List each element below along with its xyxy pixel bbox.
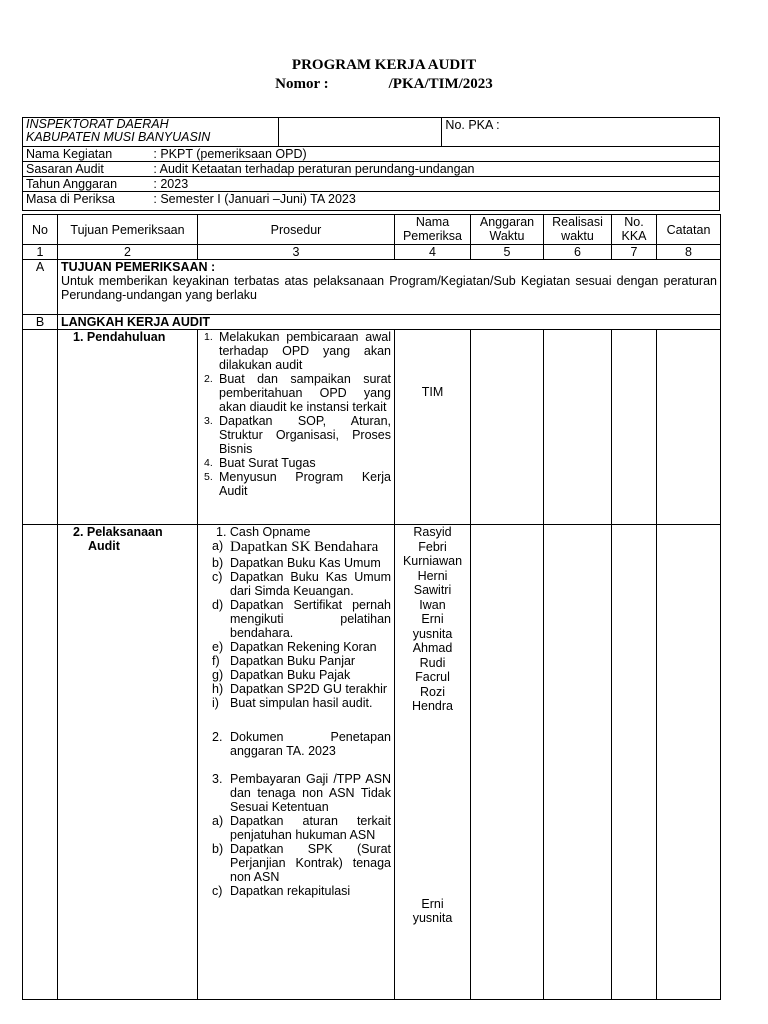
- document-title: PROGRAM KERJA AUDIT: [291, 57, 477, 73]
- field-label: Masa di Periksa: [23, 192, 151, 211]
- pelaksanaan-pemeriksa: [395, 525, 471, 1000]
- org-line-1: INSPEKTORAT DAERAH: [26, 117, 169, 131]
- pendahuluan-row: [23, 330, 721, 525]
- col-number: 7: [612, 245, 657, 260]
- field-value: : 2023: [150, 177, 719, 192]
- section-a-no: A: [23, 260, 58, 315]
- empty-cell: [657, 330, 721, 525]
- field-value: : Semester I (Januari –Juni) TA 2023: [150, 192, 719, 211]
- procedure-step: 2. Dokumen Penetapan anggaran TA. 2023: [212, 730, 391, 758]
- field-value: : PKPT (pemeriksaan OPD): [150, 147, 719, 162]
- nomor-label: Nomor :: [275, 76, 329, 92]
- nomor-value: /PKA/TIM/2023: [388, 76, 493, 92]
- empty-cell: [612, 330, 657, 525]
- pemeriksa-name: Iwan: [419, 597, 446, 612]
- field-label: Nama Kegiatan: [23, 147, 151, 162]
- header-table: [22, 117, 720, 211]
- procedure-substep: b) Dapatkan SPK (Surat Perjanjian Kontrak) tenaga non ASN: [212, 842, 391, 884]
- org-line-2: KABUPATEN MUSI BANYUASIN: [26, 130, 211, 144]
- field-label: Sasaran Audit: [23, 162, 151, 177]
- col-number: 4: [395, 245, 471, 260]
- no-pka-cell: No. PKA :: [442, 118, 720, 147]
- empty-cell: [544, 525, 612, 1000]
- procedure-substep: a) Dapatkan SK Bendahara: [212, 539, 379, 555]
- empty-cell: [657, 525, 721, 1000]
- pemeriksa-name: Facrul: [415, 670, 450, 684]
- col-header-no: No: [23, 215, 58, 245]
- section-b-heading: LANGKAH KERJA AUDIT: [58, 315, 721, 330]
- section-a-heading: TUJUAN PEMERIKSAAN :: [61, 260, 216, 274]
- pemeriksa-name: Febri: [418, 539, 447, 554]
- document-number: [0, 76, 768, 93]
- procedure-substep: g) Dapatkan Buku Pajak: [212, 668, 351, 682]
- empty-cell: [612, 525, 657, 1000]
- step-cash-opname: 1. Cash Opname: [216, 525, 311, 539]
- empty-cell: [471, 525, 544, 1000]
- col-number: 8: [657, 245, 721, 260]
- procedure-substep: f) Dapatkan Buku Panjar: [212, 654, 356, 668]
- empty-cell: [471, 330, 544, 525]
- pemeriksa-name: Rudi: [419, 655, 446, 670]
- procedure-step: 4. Buat Surat Tugas: [204, 456, 316, 470]
- pendahuluan-pemeriksa: TIM: [395, 330, 471, 525]
- procedure-substep: c) Dapatkan Buku Kas Umum dari Simda Keuangan.: [212, 570, 391, 598]
- pemeriksa-name: yusnita: [412, 626, 453, 641]
- col-header-tujuan: Tujuan Pemeriksaan: [58, 215, 198, 245]
- section-a-content: [58, 260, 721, 315]
- col-number: 6: [544, 245, 612, 260]
- procedure-step: 3. Pembayaran Gaji /TPP ASN dan tenaga non ASN Tidak Sesuai Ketentuan: [212, 772, 391, 814]
- col-number: 5: [471, 245, 544, 260]
- procedure-substep: c) Dapatkan rekapitulasi: [212, 884, 351, 898]
- field-label: Tahun Anggaran: [23, 177, 151, 192]
- pemeriksa-name: Rasyid: [413, 525, 452, 539]
- pemeriksa-name: Erni: [421, 896, 444, 911]
- pelaksanaan-title-line-2: Audit: [88, 539, 120, 553]
- col-number: 3: [198, 245, 395, 260]
- field-value: : Audit Ketaatan terhadap peraturan perundang-undangan: [150, 162, 719, 177]
- pelaksanaan-row: [23, 525, 721, 1000]
- pelaksanaan-title-line-1: 2. Pelaksanaan: [73, 525, 163, 539]
- empty-cell: [544, 330, 612, 525]
- col-header-catatan: Catatan: [657, 215, 721, 245]
- col-header-prosedur: Prosedur: [198, 215, 395, 245]
- procedure-step: 1. Melakukan pembicaraan awal terhadap OPD yang akan dilakukan audit: [204, 330, 391, 372]
- empty-cell: [23, 330, 58, 525]
- pelaksanaan-procedures: [198, 525, 395, 1000]
- procedure-substep: h) Dapatkan SP2D GU terakhir: [212, 682, 388, 696]
- organization-cell: [23, 118, 279, 147]
- procedure-step: 2. Buat dan sampaikan surat pemberitahuan OPD yang akan diaudit ke instansi terkait: [204, 372, 391, 414]
- empty-cell: [23, 525, 58, 1000]
- audit-program-table: [22, 214, 721, 1000]
- pemeriksa-name: Herni: [417, 568, 448, 583]
- col-header-pemeriksa: Nama Pemeriksa: [395, 215, 471, 245]
- pelaksanaan-title: [58, 525, 198, 1000]
- col-number: 1: [23, 245, 58, 260]
- procedure-substep: d) Dapatkan Sertifikat pernah mengikuti pelatihan bendahara.: [212, 598, 391, 640]
- procedure-step: 3. Dapatkan SOP, Aturan, Struktur Organisasi, Proses Bisnis: [204, 414, 391, 456]
- procedure-substep: e) Dapatkan Rekening Koran: [212, 640, 377, 654]
- pemeriksa-name: Hendra: [412, 699, 453, 713]
- procedure-substep: i) Buat simpulan hasil audit.: [212, 696, 373, 710]
- section-b-row: [23, 315, 721, 330]
- col-header-kka: No. KKA: [612, 215, 657, 245]
- pemeriksa-name: Kurniawan: [402, 554, 463, 568]
- pemeriksa-name: Sawitri: [413, 583, 452, 597]
- procedure-step: 5. Menyusun Program Kerja Audit: [204, 470, 391, 498]
- column-header-row: [23, 215, 721, 245]
- col-header-anggaran: Anggaran Waktu: [471, 215, 544, 245]
- pemeriksa-name: Ahmad: [412, 641, 453, 655]
- pemeriksa-name: Erni: [421, 612, 444, 626]
- pendahuluan-procedures: [198, 330, 395, 525]
- pemeriksa-name: yusnita: [412, 911, 453, 925]
- col-header-realisasi: Realisasi waktu: [544, 215, 612, 245]
- procedure-substep: a) Dapatkan aturan terkait penjatuhan hukuman ASN: [212, 814, 391, 842]
- procedure-substep: b) Dapatkan Buku Kas Umum: [212, 556, 381, 570]
- pemeriksa-name: Rozi: [419, 684, 445, 699]
- section-a-text: Untuk memberikan keyakinan terbatas atas pelaksanaan Program/Kegiatan/Sub Kegiatan sesuai dengan peraturan Perundang-undangan yang berlaku: [61, 274, 717, 302]
- pendahuluan-title: 1. Pendahuluan: [58, 330, 198, 525]
- section-b-no: B: [23, 315, 58, 330]
- col-number: 2: [58, 245, 198, 260]
- section-a-row: [23, 260, 721, 315]
- column-number-row: [23, 245, 721, 260]
- blank-cell: [278, 118, 442, 147]
